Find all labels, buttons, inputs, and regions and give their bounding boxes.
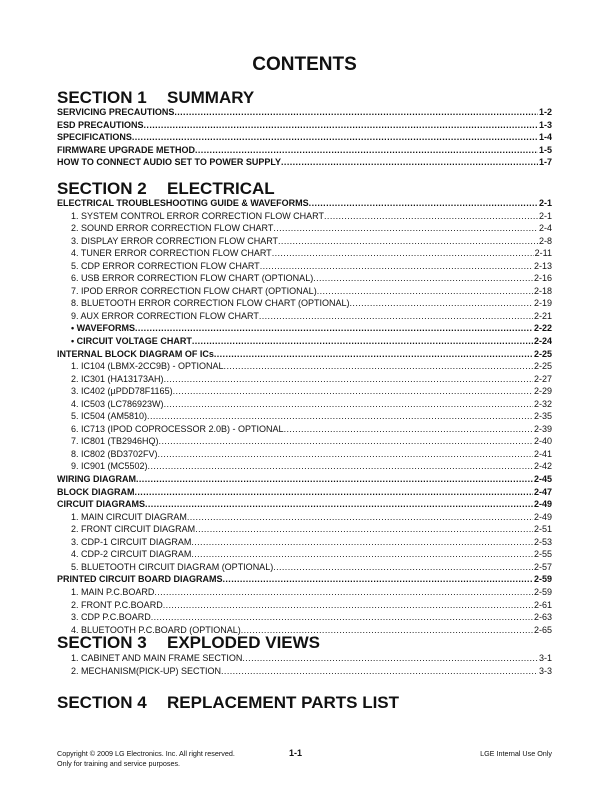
toc-entry-page: 2-55 bbox=[533, 549, 552, 560]
toc-entry-page: 2-49 bbox=[533, 499, 552, 510]
toc-entry-label: 4. BLUETOOTH P.C.BOARD (OPTIONAL) bbox=[71, 624, 241, 635]
section-1-toc bbox=[57, 106, 552, 169]
toc-entry-label: 5. IC504 (AM5810) bbox=[71, 411, 148, 422]
toc-entry-page: 1-3 bbox=[538, 119, 552, 130]
section-1-heading bbox=[57, 88, 254, 108]
toc-entry-page: 2-21 bbox=[533, 310, 552, 321]
toc-entry-page: 2-39 bbox=[533, 423, 552, 434]
toc-entry-label: 6. IC713 (IPOD COPROCESSOR 2.0B) - OPTIONAL bbox=[71, 423, 284, 434]
toc-entry bbox=[57, 611, 552, 624]
toc-entry bbox=[57, 119, 552, 132]
toc-entry-page: 2-41 bbox=[533, 448, 552, 459]
dot-leader bbox=[273, 222, 538, 235]
toc-entry-page: 2-53 bbox=[533, 536, 552, 547]
toc-entry bbox=[57, 523, 552, 536]
toc-entry-label: 8. IC802 (BD3702FV) bbox=[71, 448, 158, 459]
toc-entry bbox=[57, 272, 552, 285]
toc-entry-page: 2-57 bbox=[533, 561, 552, 572]
toc-entry bbox=[57, 460, 552, 473]
toc-entry-page: 2-35 bbox=[533, 411, 552, 422]
toc-entry-label: 1. IC104 (LBMX-2CC9B) - OPTIONAL bbox=[71, 361, 224, 372]
dot-leader bbox=[159, 435, 533, 448]
dot-leader bbox=[272, 247, 534, 260]
toc-entry-label: 3. CDP P.C.BOARD bbox=[71, 612, 151, 623]
dot-leader bbox=[192, 335, 533, 348]
toc-entry bbox=[57, 348, 552, 361]
section-number: SECTION 4 bbox=[57, 693, 147, 712]
dot-leader bbox=[284, 423, 533, 436]
section-3-toc bbox=[57, 652, 552, 677]
toc-entry bbox=[57, 652, 552, 665]
toc-entry-label: 9. AUX ERROR CORRECTION FLOW CHART bbox=[71, 310, 259, 321]
toc-entry bbox=[57, 410, 552, 423]
toc-entry-page: 2-29 bbox=[533, 386, 552, 397]
toc-entry-page: 1-7 bbox=[538, 157, 552, 168]
toc-entry-page: 2-25 bbox=[533, 348, 552, 359]
toc-entry-label: 1. CABINET AND MAIN FRAME SECTION bbox=[71, 653, 243, 663]
toc-entry bbox=[57, 398, 552, 411]
section-name: SUMMARY bbox=[167, 88, 255, 107]
toc-entry-label: 9. IC901 (MC5502) bbox=[71, 461, 148, 472]
toc-entry-label: 4. IC503 (LC786923W) bbox=[71, 398, 164, 409]
dot-leader bbox=[147, 410, 533, 423]
toc-entry bbox=[57, 511, 552, 524]
toc-entry-label: 5. BLUETOOTH CIRCUIT DIAGRAM (OPTIONAL) bbox=[71, 561, 274, 572]
section-2-toc bbox=[57, 197, 552, 636]
toc-entry-page: 2-1 bbox=[538, 198, 552, 208]
toc-entry-label: 2. FRONT P.C.BOARD bbox=[71, 599, 163, 610]
dot-leader bbox=[317, 285, 533, 298]
toc-entry-page: 2-32 bbox=[533, 398, 552, 409]
toc-entry bbox=[57, 197, 552, 210]
toc-entry bbox=[57, 222, 552, 235]
dot-leader bbox=[313, 272, 533, 285]
dot-leader bbox=[309, 197, 538, 210]
toc-entry-label: 5. CDP ERROR CORRECTION FLOW CHART bbox=[71, 260, 260, 271]
toc-entry-label: 4. TUNER ERROR CORRECTION FLOW CHART bbox=[71, 248, 272, 259]
toc-entry-page: 2-59 bbox=[533, 586, 552, 597]
toc-entry-label: BLOCK DIAGRAM bbox=[57, 486, 135, 497]
section-2-heading bbox=[57, 179, 275, 199]
toc-entry-page: 2-47 bbox=[533, 486, 552, 497]
toc-entry-label: 1. MAIN P.C.BOARD bbox=[71, 586, 155, 597]
toc-entry-label: 8. BLUETOOTH ERROR CORRECTION FLOW CHART (OPTIONAL) bbox=[71, 298, 350, 309]
toc-entry-page: 2-8 bbox=[538, 235, 552, 246]
dot-leader bbox=[151, 611, 533, 624]
toc-entry bbox=[57, 435, 552, 448]
toc-entry bbox=[57, 586, 552, 599]
dot-leader bbox=[260, 260, 533, 273]
dot-leader bbox=[144, 119, 538, 132]
toc-entry-label: 2. SOUND ERROR CORRECTION FLOW CHART bbox=[71, 223, 274, 234]
toc-entry-page: 2-61 bbox=[533, 599, 552, 610]
dot-leader bbox=[164, 398, 533, 411]
toc-entry bbox=[57, 156, 552, 169]
dot-leader bbox=[132, 131, 538, 144]
toc-entry-page: 2-16 bbox=[533, 273, 552, 284]
toc-entry bbox=[57, 573, 552, 586]
toc-entry-page: 2-25 bbox=[533, 361, 552, 372]
toc-entry-page: 2-11 bbox=[534, 248, 552, 259]
dot-leader bbox=[158, 448, 533, 461]
dot-leader bbox=[195, 523, 533, 536]
toc-entry-label: • CIRCUIT VOLTAGE CHART bbox=[71, 336, 192, 347]
toc-entry-page: 2-63 bbox=[533, 612, 552, 623]
toc-entry bbox=[57, 423, 552, 436]
toc-entry-label: CIRCUIT DIAGRAMS bbox=[57, 499, 145, 510]
toc-entry-label: 4. CDP-2 CIRCUIT DIAGRAM bbox=[71, 549, 192, 560]
training-notice: Only for training and service purposes. bbox=[57, 759, 181, 768]
dot-leader bbox=[145, 498, 533, 511]
dot-leader bbox=[242, 652, 538, 665]
toc-entry-label: FIRMWARE UPGRADE METHOD bbox=[57, 144, 195, 155]
toc-entry bbox=[57, 322, 552, 335]
toc-entry-page: 2-19 bbox=[533, 298, 552, 309]
toc-entry-label: WIRING DIAGRAM bbox=[57, 474, 136, 485]
dot-leader bbox=[154, 586, 533, 599]
toc-entry-label: 1. SYSTEM CONTROL ERROR CORRECTION FLOW CHART bbox=[71, 210, 325, 221]
toc-entry-label: 2. FRONT CIRCUIT DIAGRAM bbox=[71, 524, 196, 535]
toc-entry bbox=[57, 297, 552, 310]
footer-copyright-block bbox=[57, 749, 235, 769]
dot-leader bbox=[135, 486, 533, 499]
toc-entry-page: 2-22 bbox=[533, 323, 552, 334]
toc-entry bbox=[57, 385, 552, 398]
toc-entry-page: 3-1 bbox=[538, 653, 552, 663]
page-title: CONTENTS bbox=[252, 54, 357, 75]
section-name: ELECTRICAL bbox=[167, 179, 275, 198]
toc-entry-page: 2-40 bbox=[533, 436, 552, 447]
toc-entry bbox=[57, 665, 552, 678]
dot-leader bbox=[136, 473, 533, 486]
toc-entry-label: 3. CDP-1 CIRCUIT DIAGRAM bbox=[71, 536, 192, 547]
dot-leader bbox=[214, 348, 533, 361]
dot-leader bbox=[324, 210, 538, 223]
toc-entry bbox=[57, 486, 552, 499]
toc-entry-label: • WAVEFORMS bbox=[71, 323, 135, 334]
toc-entry bbox=[57, 335, 552, 348]
toc-entry-page: 2-1 bbox=[538, 210, 552, 221]
toc-entry-page: 1-5 bbox=[538, 144, 552, 155]
toc-entry bbox=[57, 373, 552, 386]
toc-entry-label: ELECTRICAL TROUBLESHOOTING GUIDE & WAVEFORMS bbox=[57, 198, 309, 208]
toc-entry-page: 2-42 bbox=[533, 461, 552, 472]
toc-entry-page: 2-65 bbox=[533, 624, 552, 635]
toc-entry-label: SPECIFICATIONS bbox=[57, 132, 132, 143]
toc-entry bbox=[57, 260, 552, 273]
section-3-heading bbox=[57, 633, 320, 653]
toc-entry-page: 2-45 bbox=[533, 474, 552, 485]
dot-leader bbox=[259, 310, 533, 323]
toc-entry-page: 2-4 bbox=[538, 223, 552, 234]
section-name: EXPLODED VIEWS bbox=[167, 633, 321, 652]
toc-entry-label: HOW TO CONNECT AUDIO SET TO POWER SUPPLY bbox=[57, 157, 282, 168]
toc-entry bbox=[57, 285, 552, 298]
toc-entry-page: 2-13 bbox=[533, 260, 552, 271]
toc-entry bbox=[57, 548, 552, 561]
toc-entry bbox=[57, 498, 552, 511]
dot-leader bbox=[135, 322, 533, 335]
toc-entry-page: 2-27 bbox=[533, 373, 552, 384]
toc-entry-label: 2. MECHANISM(PICK-UP) SECTION bbox=[71, 665, 222, 676]
dot-leader bbox=[350, 297, 533, 310]
toc-entry-page: 2-49 bbox=[533, 511, 552, 522]
dot-leader bbox=[174, 106, 538, 119]
toc-entry-label: INTERNAL BLOCK DIAGRAM OF ICs bbox=[57, 348, 214, 359]
internal-use-notice: LGE Internal Use Only bbox=[480, 749, 552, 758]
copyright-text: Copyright © 2009 LG Electronics. Inc. All right reserved. bbox=[57, 749, 235, 758]
dot-leader bbox=[148, 460, 533, 473]
toc-entry-label: 3. DISPLAY ERROR CORRECTION FLOW CHART bbox=[71, 235, 279, 246]
dot-leader bbox=[173, 385, 533, 398]
toc-entry bbox=[57, 310, 552, 323]
dot-leader bbox=[273, 561, 533, 574]
toc-entry-label: 7. IC801 (TB2946HQ) bbox=[71, 436, 159, 447]
toc-entry-page: 1-2 bbox=[538, 107, 552, 117]
toc-entry bbox=[57, 210, 552, 223]
toc-entry bbox=[57, 599, 552, 612]
dot-leader bbox=[223, 573, 533, 586]
section-number: SECTION 3 bbox=[57, 633, 147, 652]
section-4-heading bbox=[57, 693, 399, 713]
toc-entry-label: ESD PRECAUTIONS bbox=[57, 119, 144, 130]
dot-leader bbox=[195, 144, 538, 157]
section-name: REPLACEMENT PARTS LIST bbox=[167, 693, 400, 712]
dot-leader bbox=[187, 511, 533, 524]
page-number: 1-1 bbox=[289, 748, 303, 758]
toc-entry bbox=[57, 448, 552, 461]
toc-entry-page: 2-59 bbox=[533, 574, 552, 585]
toc-entry bbox=[57, 561, 552, 574]
toc-entry-page: 2-24 bbox=[533, 336, 552, 347]
toc-entry-label: 2. IC301 (HA13173AH) bbox=[71, 373, 164, 384]
dot-leader bbox=[191, 536, 533, 549]
toc-entry-page: 3-3 bbox=[538, 665, 552, 676]
toc-entry bbox=[57, 144, 552, 157]
toc-entry bbox=[57, 247, 552, 260]
dot-leader bbox=[191, 548, 533, 561]
toc-entry-label: 1. MAIN CIRCUIT DIAGRAM bbox=[71, 511, 187, 522]
toc-entry-label: PRINTED CIRCUIT BOARD DIAGRAMS bbox=[57, 574, 223, 585]
toc-entry-page: 2-51 bbox=[533, 524, 552, 535]
toc-entry bbox=[57, 360, 552, 373]
toc-entry bbox=[57, 473, 552, 486]
toc-entry bbox=[57, 106, 552, 119]
toc-entry-label: 3. IC402 (µPDD78F1165) bbox=[71, 386, 173, 397]
toc-entry-label: 7. IPOD ERROR CORRECTION FLOW CHART (OPTIONAL) bbox=[71, 285, 317, 296]
dot-leader bbox=[221, 665, 538, 678]
toc-entry-page: 1-4 bbox=[538, 132, 552, 143]
toc-entry bbox=[57, 131, 552, 144]
toc-entry-label: SERVICING PRECAUTIONS bbox=[57, 107, 175, 117]
section-number: SECTION 1 bbox=[57, 88, 147, 107]
toc-entry bbox=[57, 536, 552, 549]
toc-entry-page: 2-18 bbox=[533, 285, 552, 296]
dot-leader bbox=[164, 373, 533, 386]
dot-leader bbox=[281, 156, 538, 169]
dot-leader bbox=[224, 360, 533, 373]
dot-leader bbox=[163, 599, 533, 612]
dot-leader bbox=[278, 235, 538, 248]
toc-entry bbox=[57, 235, 552, 248]
section-number: SECTION 2 bbox=[57, 179, 147, 198]
toc-entry-label: 6. USB ERROR CORRECTION FLOW CHART (OPTIONAL) bbox=[71, 273, 314, 284]
